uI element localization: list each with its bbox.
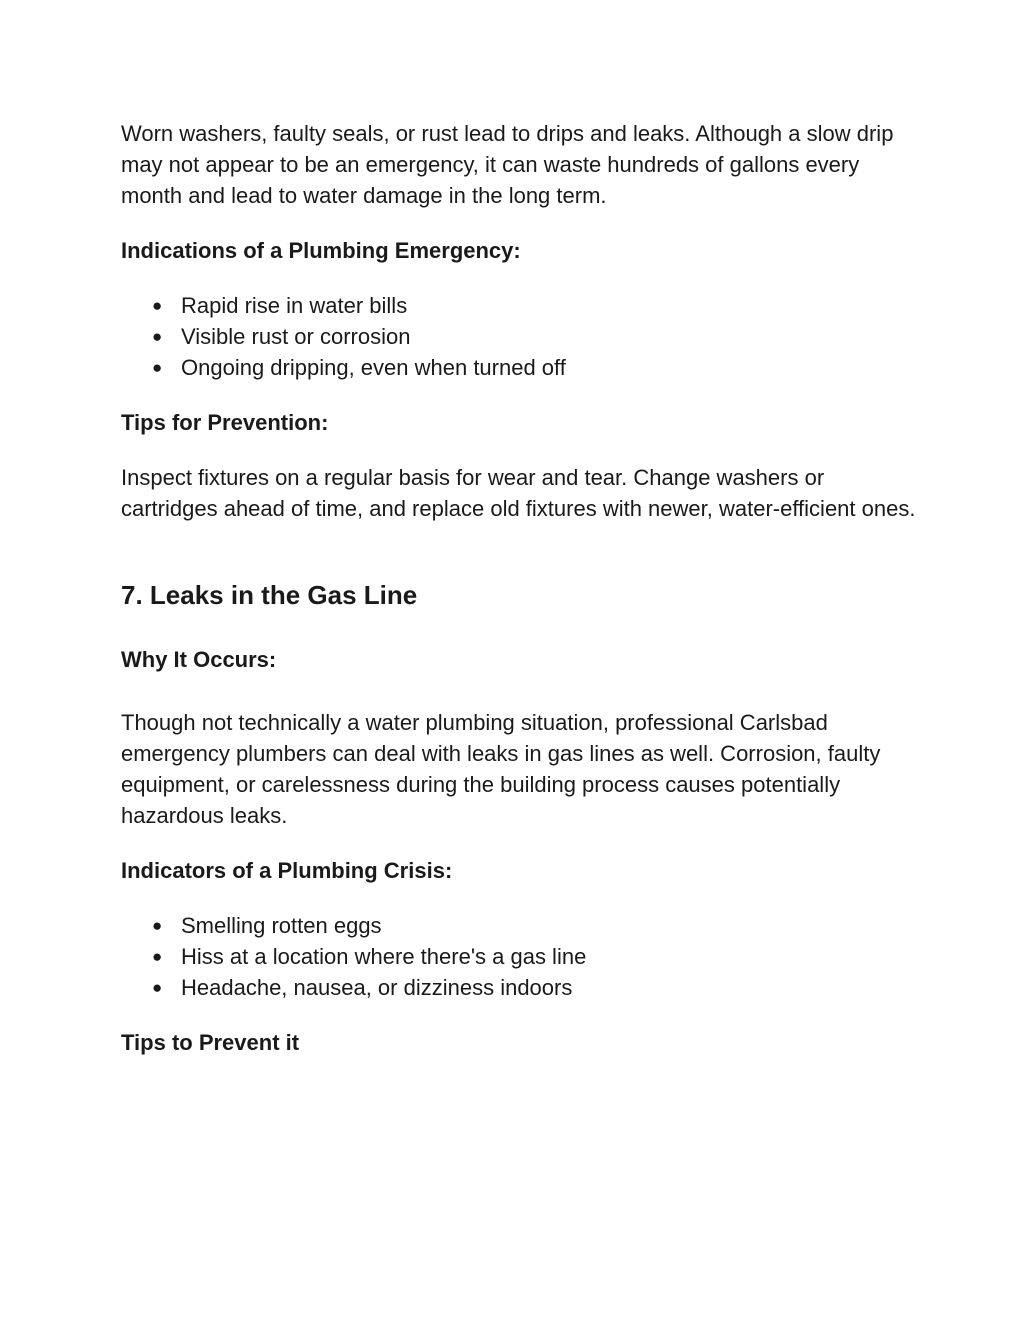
list-item: ● Smelling rotten eggs	[121, 910, 921, 941]
list-item: ● Headache, nausea, or dizziness indoors	[121, 972, 921, 1003]
why-paragraph: Though not technically a water plumbing situation, professional Carlsbad emergency plumbers can deal with leaks in gas lines as well. Corrosion, faulty equipment, or carelessness during the building process causes potentially hazardous leaks.	[121, 710, 881, 828]
bullet-icon: ●	[152, 916, 163, 935]
list-item: ● Ongoing dripping, even when turned off	[121, 352, 921, 383]
indications-list	[121, 290, 921, 383]
bullet-icon: ●	[152, 358, 163, 377]
list-item: ● Rapid rise in water bills	[121, 290, 921, 321]
list-item: ● Visible rust or corrosion	[121, 321, 921, 352]
prevention-heading: Tips for Prevention:	[121, 410, 329, 435]
intro-paragraph: Worn washers, faulty seals, or rust lead to drips and leaks. Although a slow drip may not appear to be an emergency, it can waste hundreds of gallons every month and lead to water damage in the long term.	[121, 121, 894, 208]
prevention-paragraph: Inspect fixtures on a regular basis for wear and tear. Change washers or cartridges ahead of time, and replace old fixtures with newer, water-efficient ones.	[121, 465, 916, 521]
bullet-icon: ●	[152, 296, 163, 315]
bullet-icon: ●	[152, 947, 163, 966]
section-heading: 7. Leaks in the Gas Line	[121, 580, 418, 610]
bullet-icon: ●	[152, 327, 163, 346]
bullet-icon: ●	[152, 978, 163, 997]
why-heading: Why It Occurs:	[121, 647, 277, 672]
indicators-heading: Indicators of a Plumbing Crisis:	[121, 858, 453, 883]
prevent-it-heading: Tips to Prevent it	[121, 1030, 300, 1055]
indications-heading: Indications of a Plumbing Emergency:	[121, 238, 521, 263]
indicators-list	[121, 910, 921, 1003]
document-page	[121, 118, 921, 1058]
list-item: ● Hiss at a location where there's a gas line	[121, 941, 921, 972]
